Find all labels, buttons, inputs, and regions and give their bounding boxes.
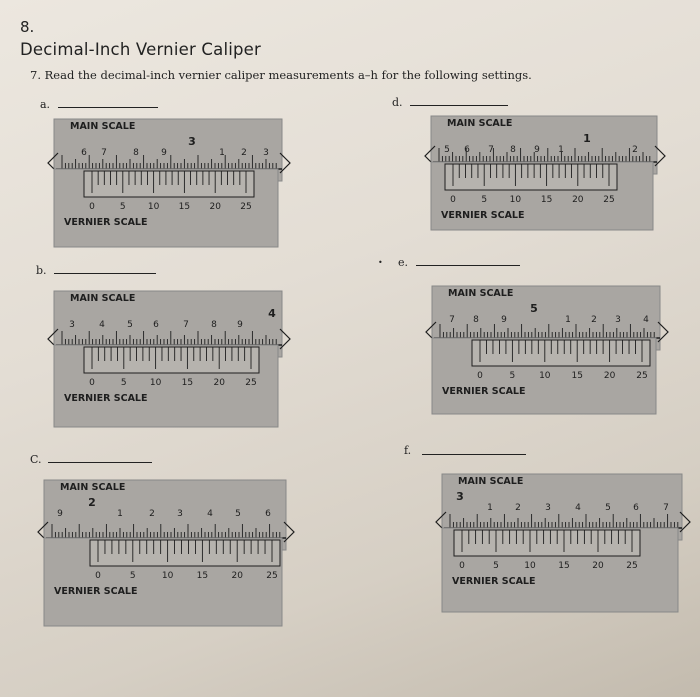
vernier-number: 10 [539,371,551,381]
caliper-b [44,285,294,435]
vernier-number: 15 [558,561,570,571]
main-scale-number: 3 [69,320,75,330]
caliper-d-svg [421,110,669,238]
vernier-scale-label: VERNIER SCALE [442,386,526,397]
main-scale-number: 2 [632,145,638,155]
vernier-number: 15 [196,571,209,581]
problem-d-label: d. [392,96,403,109]
caliper-b-svg [44,285,294,435]
main-scale-number: 4 [207,509,213,519]
vernier-scale-label: VERNIER SCALE [64,393,148,404]
vernier-number: 10 [161,571,174,581]
main-scale-number: 4 [99,320,105,330]
question-number: 8. [20,18,35,36]
vernier-number: 10 [147,202,160,212]
problem-b-answer-line[interactable] [54,273,156,274]
vernier-number: 20 [572,195,584,205]
vernier-scale-label: VERNIER SCALE [54,586,138,597]
vernier-number: 20 [213,378,225,388]
main-scale-number: 1 [583,132,591,145]
problem-a-answer-line[interactable] [58,107,158,108]
vernier-number: 25 [266,571,278,581]
main-scale-number: 1 [558,145,564,155]
vernier-number: 10 [524,561,536,571]
vernier-slide [84,171,254,197]
vernier-number: 0 [89,202,95,212]
problem-c-label: C. [30,453,42,466]
vernier-number: 0 [95,571,101,581]
vernier-number: 25 [626,561,638,571]
vernier-number: 20 [603,371,616,381]
main-scale-number: 3 [177,509,183,519]
main-scale-number: 7 [488,145,494,155]
vernier-number: 0 [477,371,483,381]
main-scale-number: 1 [487,503,493,513]
main-scale-number: 4 [643,315,649,325]
vernier-number: 5 [509,371,516,381]
main-scale-number: 9 [534,145,540,155]
vernier-scale-label: VERNIER SCALE [64,217,148,228]
vernier-slide [445,164,617,190]
main-scale-number: 2 [591,315,597,325]
vernier-number: 20 [592,561,604,571]
main-scale-number: 2 [149,509,155,519]
main-scale-label: MAIN SCALE [447,118,513,129]
main-scale-number: 5 [127,320,133,330]
caliper-a [44,113,294,255]
vernier-number: 5 [119,202,126,212]
problem-f-answer-line[interactable] [422,454,526,455]
vernier-number: 15 [181,378,194,388]
main-scale-number: 8 [133,148,139,158]
vernier-number: 5 [493,561,499,571]
caliper-f-svg [432,468,694,620]
vernier-number: 5 [129,571,136,581]
main-scale-number: 5 [605,503,611,513]
main-scale-number: 6 [153,320,159,330]
vernier-number: 5 [120,378,127,388]
main-scale-number: 8 [473,315,479,325]
worksheet-title: Decimal-Inch Vernier Caliper [20,40,262,59]
instruction-text: 7. Read the decimal-inch vernier caliper measurements a–h for the following settings. [30,68,532,82]
vernier-number: 25 [603,195,615,205]
vernier-number: 25 [240,202,252,212]
vernier-slide [454,530,640,556]
vernier-number: 15 [178,202,191,212]
main-scale-number: 1 [219,148,225,158]
problem-e-answer-line[interactable] [416,265,520,266]
caliper-e-svg [422,280,672,422]
main-scale-number: 7 [663,503,669,513]
main-scale-label: MAIN SCALE [60,482,126,493]
problem-a-label: a. [40,98,51,111]
vernier-number: 0 [459,561,465,571]
problem-c-answer-line[interactable] [48,462,152,463]
main-scale-number: 8 [211,320,217,330]
main-scale-number: 7 [449,315,455,325]
vernier-number: 25 [245,378,257,388]
problem-e-label: e. [398,256,409,269]
caliper-c-svg [34,474,298,634]
main-scale-number: 6 [464,145,470,155]
vernier-number: 15 [540,195,553,205]
main-scale-label: MAIN SCALE [70,293,136,304]
problem-b-label: b. [36,264,47,277]
main-scale-number: 5 [235,509,241,519]
vernier-slide [472,340,650,366]
caliper-c [34,474,298,634]
main-scale-number: 3 [263,148,269,158]
main-scale-number: 1 [117,509,123,519]
main-scale-number: 3 [615,315,621,325]
vernier-number: 0 [450,195,456,205]
main-scale-number: 2 [515,503,521,513]
vernier-number: 25 [636,371,648,381]
main-scale-number: 6 [265,509,271,519]
main-scale-number: 4 [268,307,276,320]
vernier-number: 10 [149,378,162,388]
main-scale-number: 5 [530,302,538,315]
caliper-f [432,468,694,620]
caliper-a-svg [44,113,294,255]
vernier-number: 15 [571,371,583,381]
vernier-number: 20 [209,202,221,212]
problem-f-label: f. [404,444,412,457]
main-scale-number: 7 [183,320,189,330]
problem-d-answer-line[interactable] [410,105,508,106]
vernier-scale-label: VERNIER SCALE [441,210,525,221]
main-scale-number: 9 [237,320,243,330]
caliper-d [421,110,669,238]
main-scale-number: 8 [510,145,516,155]
main-scale-number: 7 [101,148,107,158]
main-scale-number: 2 [241,148,247,158]
main-scale-number: 2 [88,496,96,509]
caliper-e [422,280,672,422]
vernier-slide [84,347,259,373]
main-scale-label: MAIN SCALE [458,476,524,487]
main-scale-label: MAIN SCALE [70,121,136,132]
main-scale-number: 1 [565,315,571,325]
vernier-number: 20 [231,571,243,581]
stray-dot: • [378,258,383,267]
vernier-number: 0 [89,378,95,388]
main-scale-number: 9 [501,315,507,325]
main-scale-number: 4 [575,503,581,513]
main-scale-number: 9 [57,509,63,519]
main-scale-number: 9 [161,148,167,158]
main-scale-number: 3 [456,490,464,503]
vernier-scale-label: VERNIER SCALE [452,576,536,587]
main-scale-number: 6 [633,503,639,513]
main-scale-number: 3 [545,503,551,513]
vernier-number: 10 [509,195,522,205]
main-scale-number: 6 [81,148,87,158]
main-scale-number: 5 [444,145,450,155]
main-scale-number: 3 [188,135,196,148]
vernier-number: 5 [481,195,488,205]
main-scale-label: MAIN SCALE [448,288,514,299]
